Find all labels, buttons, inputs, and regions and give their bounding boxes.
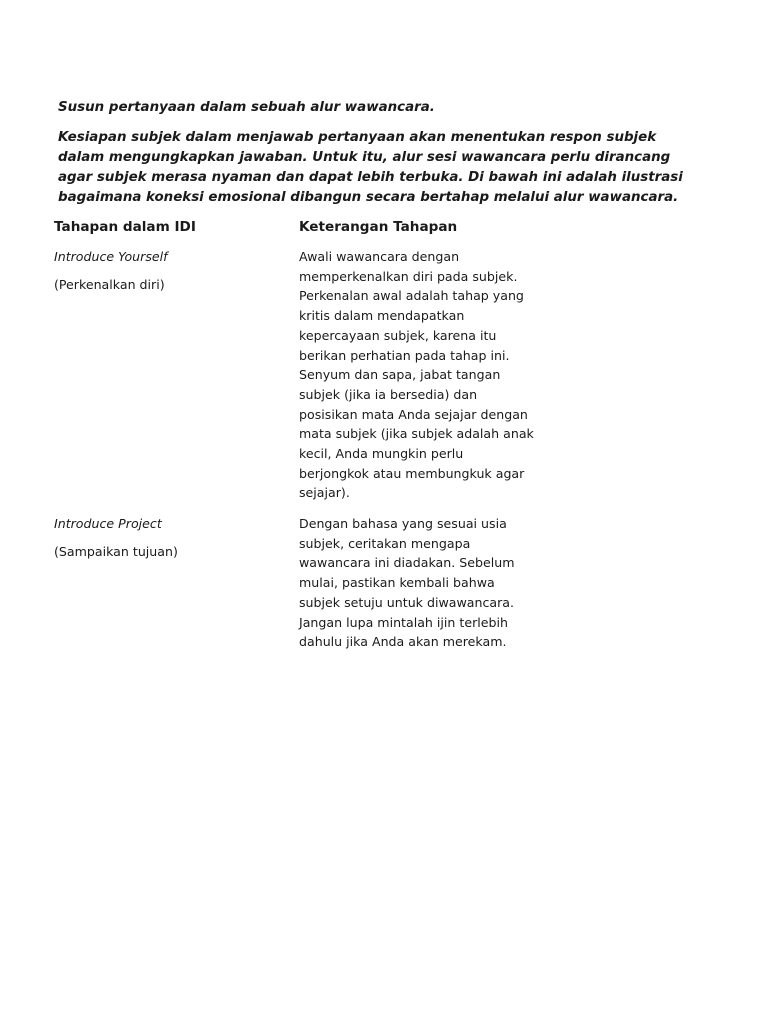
intro-paragraph: Kesiapan subjek dalam menjawab pertanyaan akan menentukan respon subjek dalam mengungkapkan jawaban. Untuk itu, alur sesi wawancara perlu dirancang agar subjek merasa nyaman dan dapat lebih terbuka. Di bawah ini adalah ilustrasi bagaimana koneksi emosional dibangun secara bertahap melalui alur wawancara. bbox=[58, 130, 683, 205]
stage-name-1: Introduce Yourself bbox=[54, 249, 168, 264]
stage-description-2: Dengan bahasa yang sesuai usia subjek, ceritakan mengapa wawancara ini diadakan. Sebelum mulai, pastikan kembali bahwa subjek setuju untuk diwawancara. Jangan lupa mintalah ijin terlebih dahulu jika Anda akan merekam. bbox=[299, 516, 515, 650]
stage-description-1: Awali wawancara dengan memperkenalkan diri pada subjek. Perkenalan awal adalah tahap yang kritis dalam mendapatkan kepercayaan subjek, karena itu berikan perhatian pada tahap ini. Senyum dan sapa, jabat tangan subjek (jika ia bersedia) dan posisikan mata Anda sejajar dengan mata subjek (jika subjek adalah anak kecil, Anda mungkin perlu berjongkok atau membungkuk agar sejajar). bbox=[299, 249, 534, 501]
stage-translation-1: (Perkenalkan diri) bbox=[54, 277, 165, 292]
stage-translation-2: (Sampaikan tujuan) bbox=[54, 544, 178, 559]
column-header-stage: Tahapan dalam IDI bbox=[54, 219, 196, 235]
instruction-text: Susun pertanyaan dalam sebuah alur wawancara. bbox=[58, 100, 435, 115]
stage-name-2: Introduce Project bbox=[54, 516, 162, 531]
column-header-description: Keterangan Tahapan bbox=[299, 219, 458, 235]
